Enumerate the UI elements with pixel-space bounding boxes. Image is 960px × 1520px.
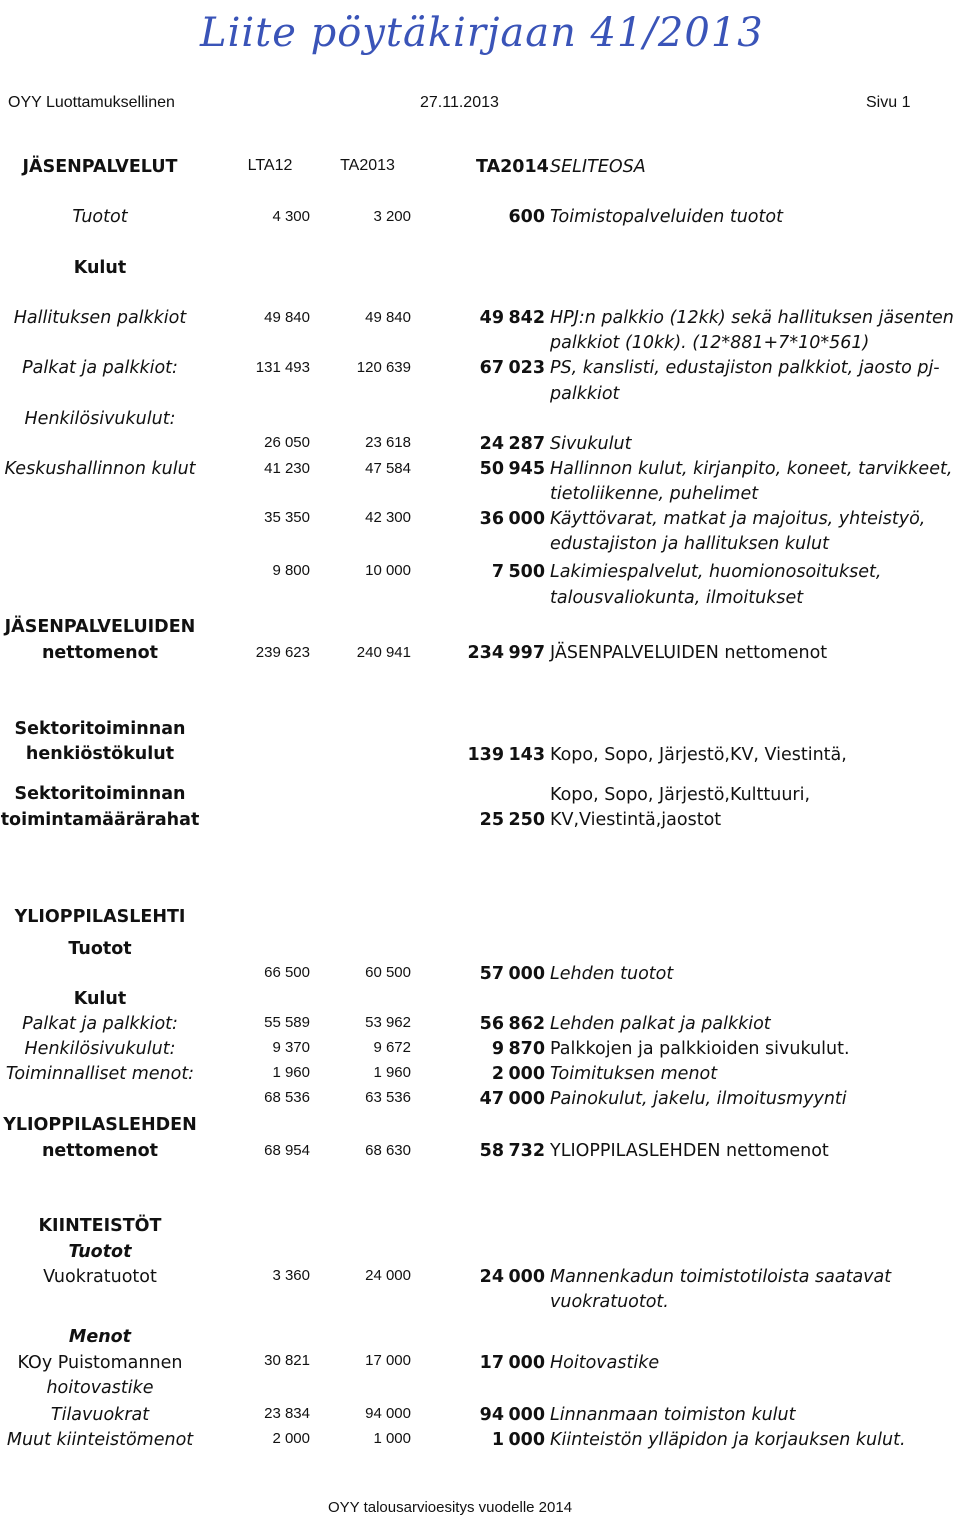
s3-tuotot-ta2014-units: 000: [508, 964, 545, 984]
s3-palk-ta2013: 53 962: [365, 1014, 411, 1031]
s4-koy-label-line1: KOy Puistomannen: [17, 1353, 183, 1373]
s2-henk-desc: Kopo, Sopo, Järjestö,KV, Viestintä,: [550, 745, 847, 765]
s1-laki-ta2014-thousands: 7: [491, 562, 504, 582]
col-header-ta2014: TA2014: [476, 157, 549, 177]
s1-hall-lta12: 49 840: [264, 309, 310, 326]
s3-tuotot-label: Tuotot: [68, 939, 132, 959]
s1-net-ta2013: 240 941: [356, 644, 411, 661]
s4-tila-ta2013: 94 000: [365, 1405, 411, 1422]
s3-paino-lta12: 68 536: [264, 1089, 310, 1106]
s2-henk-label-line1: Sektoritoiminnan: [14, 719, 186, 739]
s4-vuokra-desc-line2: vuokratuotot.: [550, 1292, 669, 1312]
s4-koy-ta2014-units: 000: [508, 1353, 545, 1373]
s2-toim-ta2014-units: 250: [508, 810, 545, 830]
s3-net-ta2014-units: 732: [508, 1141, 545, 1161]
s3-net-desc: YLIOPPILASLEHDEN nettomenot: [550, 1141, 829, 1161]
s2-toim-desc-line2: KV,Viestintä,jaostot: [550, 810, 722, 830]
s4-menot-label: Menot: [68, 1327, 132, 1347]
s3-palk-label: Palkat ja palkkiot:: [22, 1014, 178, 1034]
s3-kulut-label: Kulut: [73, 989, 127, 1009]
s3-toim-ta2013: 1 960: [373, 1064, 411, 1081]
header-date: 27.11.2013: [420, 94, 499, 111]
s1-kesk-desc-line1: Hallinnon kulut, kirjanpito, koneet, tarvikkeet,: [550, 459, 953, 479]
s4-vuokra-ta2014-units: 000: [508, 1267, 545, 1287]
s1-kayt-lta12: 35 350: [264, 509, 310, 526]
s3-tuotot-lta12: 66 500: [264, 964, 310, 981]
s3-toim-ta2014-thousands: 2: [491, 1064, 504, 1084]
s1-henk-label: Henkilösivukulut:: [24, 409, 176, 429]
s1-kayt-ta2014-units: 000: [508, 509, 545, 529]
s3-net-label-line2: nettomenot: [41, 1141, 159, 1161]
s4-muut-label: Muut kiinteistömenot: [6, 1430, 194, 1450]
s3-tuotot-desc: Lehden tuotot: [550, 964, 674, 984]
handwritten-annotation: Liite pöytäkirjaan 41/2013: [200, 10, 764, 56]
s1-hall-desc-line2: palkkiot (10kk). (12*881+7*10*561): [550, 333, 870, 353]
s1-laki-desc-line1: Lakimiespalvelut, huomionosoitukset,: [550, 562, 882, 582]
s3-paino-ta2014-units: 000: [508, 1089, 545, 1109]
s1-hall-desc-line1: HPJ:n palkkio (12kk) sekä hallituksen jäsenten: [550, 308, 954, 328]
s3-paino-ta2013: 63 536: [365, 1089, 411, 1106]
s3-palk-lta12: 55 589: [264, 1014, 310, 1031]
s3-net-label-line1: YLIOPPILASLEHDEN: [3, 1115, 197, 1135]
s1-hall-ta2014-thousands: 49: [479, 308, 504, 328]
s4-koy-ta2013: 17 000: [365, 1352, 411, 1369]
s4-tuotot-label: Tuotot: [68, 1242, 132, 1262]
s3-palk-ta2014-units: 862: [508, 1014, 545, 1034]
s1-henk-ta2013: 23 618: [365, 434, 411, 451]
s3-tuotot-ta2013: 60 500: [365, 964, 411, 981]
s3-henk-desc: Palkkojen ja palkkioiden sivukulut.: [550, 1039, 850, 1059]
s3-palk-ta2014-thousands: 56: [479, 1014, 504, 1034]
s2-henk-ta2014-units: 143: [508, 745, 545, 765]
s4-title: KIINTEISTÖT: [38, 1216, 162, 1236]
s4-muut-lta12: 2 000: [272, 1430, 310, 1447]
s3-henk-ta2014-units: 870: [508, 1039, 545, 1059]
s4-muut-ta2013: 1 000: [373, 1430, 411, 1447]
s3-net-ta2014-thousands: 58: [479, 1141, 504, 1161]
s1-henk-desc: Sivukulut: [550, 434, 632, 454]
s1-kayt-desc-line2: edustajiston ja hallituksen kulut: [550, 534, 829, 554]
s1-palk-ta2014-thousands: 67: [479, 358, 504, 378]
s3-henk-label: Henkilösivukulut:: [24, 1039, 176, 1059]
s1-palk-lta12: 131 493: [255, 359, 310, 376]
header-page: Sivu 1: [866, 94, 911, 111]
s1-palk-label: Palkat ja palkkiot:: [22, 358, 178, 378]
s4-muut-desc: Kiinteistön ylläpidon ja korjauksen kulut.: [550, 1430, 906, 1450]
s4-muut-ta2014-units: 000: [508, 1430, 545, 1450]
s1-kayt-ta2013: 42 300: [365, 509, 411, 526]
s4-koy-ta2014-thousands: 17: [479, 1353, 504, 1373]
s3-net-lta12: 68 954: [264, 1142, 310, 1159]
s1-palk-desc-line2: palkkiot: [550, 384, 620, 404]
s3-palk-desc: Lehden palkat ja palkkiot: [550, 1014, 771, 1034]
s1-kesk-desc-line2: tietoliikenne, puhelimet: [550, 484, 759, 504]
s1-laki-lta12: 9 800: [272, 562, 310, 579]
s1-tuotot-desc: Toimistopalveluiden tuotot: [550, 207, 783, 227]
s1-palk-ta2013: 120 639: [356, 359, 411, 376]
s1-henk-ta2014-thousands: 24: [479, 434, 504, 454]
s2-toim-label-line2: toimintamäärärahat: [0, 810, 200, 830]
s2-henk-label-line2: henkiöstökulut: [25, 744, 175, 764]
s2-henk-ta2014-thousands: 139: [467, 745, 504, 765]
s1-henk-ta2014-units: 287: [508, 434, 545, 454]
s1-kesk-lta12: 41 230: [264, 460, 310, 477]
s1-tuotot-ta2013: 3 200: [373, 208, 411, 225]
s2-toim-desc-line1: Kopo, Sopo, Järjestö,Kulttuuri,: [550, 785, 811, 805]
s4-vuokra-desc-line1: Mannenkadun toimistotiloista saatavat: [550, 1267, 892, 1287]
s3-henk-ta2013: 9 672: [373, 1039, 411, 1056]
s1-hall-ta2014-units: 842: [508, 308, 545, 328]
s1-kayt-desc-line1: Käyttövarat, matkat ja majoitus, yhteistyö,: [550, 509, 926, 529]
s1-laki-ta2013: 10 000: [365, 562, 411, 579]
s4-tila-lta12: 23 834: [264, 1405, 310, 1422]
s4-tila-ta2014-thousands: 94: [479, 1405, 504, 1425]
s3-toim-desc: Toimituksen menot: [550, 1064, 718, 1084]
s4-koy-label-line2: hoitovastike: [46, 1378, 154, 1398]
s1-kesk-ta2013: 47 584: [365, 460, 411, 477]
s3-net-ta2013: 68 630: [365, 1142, 411, 1159]
s2-toim-label-line1: Sektoritoiminnan: [14, 784, 186, 804]
s4-koy-lta12: 30 821: [264, 1352, 310, 1369]
section1-title: JÄSENPALVELUT: [22, 157, 178, 177]
s1-kesk-ta2014-units: 945: [508, 459, 545, 479]
s4-koy-desc: Hoitovastike: [550, 1353, 660, 1373]
s1-net-ta2014-thousands: 234: [467, 643, 504, 663]
s4-vuokra-lta12: 3 360: [272, 1267, 310, 1284]
s1-net-ta2014-units: 997: [508, 643, 545, 663]
s1-kesk-label: Keskushallinnon kulut: [4, 459, 196, 479]
s1-kulut-label: Kulut: [73, 258, 127, 278]
s3-toim-lta12: 1 960: [272, 1064, 310, 1081]
s4-tila-desc: Linnanmaan toimiston kulut: [550, 1405, 796, 1425]
s1-net-label-line2: nettomenot: [41, 643, 159, 663]
page-footer: OYY talousarvioesitys vuodelle 2014: [328, 1499, 573, 1516]
s3-toim-ta2014-units: 000: [508, 1064, 545, 1084]
col-header-ta2013: TA2013: [340, 157, 395, 174]
s3-paino-desc: Painokulut, jakelu, ilmoitusmyynti: [550, 1089, 847, 1109]
s3-tuotot-ta2014-thousands: 57: [479, 964, 504, 984]
col-header-seliteosa: SELITEOSA: [550, 157, 646, 177]
s1-tuotot-ta2014: 600: [508, 207, 545, 227]
s3-title: YLIOPPILASLEHTI: [14, 907, 186, 927]
s1-net-lta12: 239 623: [255, 644, 310, 661]
s4-vuokra-ta2014-thousands: 24: [479, 1267, 504, 1287]
s1-palk-desc-line1: PS, kanslisti, edustajiston palkkiot, jaosto pj-: [550, 358, 940, 378]
s1-net-desc: JÄSENPALVELUIDEN nettomenot: [550, 643, 828, 663]
s2-toim-ta2014-thousands: 25: [479, 810, 504, 830]
s1-palk-ta2014-units: 023: [508, 358, 545, 378]
s4-vuokra-ta2013: 24 000: [365, 1267, 411, 1284]
s3-henk-lta12: 9 370: [272, 1039, 310, 1056]
s1-henk-lta12: 26 050: [264, 434, 310, 451]
s1-laki-desc-line2: talousvaliokunta, ilmoitukset: [550, 588, 804, 608]
s1-net-label-line1: JÄSENPALVELUIDEN: [4, 617, 196, 637]
s1-hall-label: Hallituksen palkkiot: [13, 308, 187, 328]
s3-toim-label: Toiminnalliset menot:: [5, 1064, 195, 1084]
s4-vuokra-label: Vuokratuotot: [43, 1267, 157, 1287]
s4-tila-label: Tilavuokrat: [50, 1405, 150, 1425]
s1-kesk-ta2014-thousands: 50: [479, 459, 504, 479]
s3-paino-ta2014-thousands: 47: [479, 1089, 504, 1109]
s4-tila-ta2014-units: 000: [508, 1405, 545, 1425]
s1-laki-ta2014-units: 500: [508, 562, 545, 582]
s1-kayt-ta2014-thousands: 36: [479, 509, 504, 529]
s1-tuotot-label: Tuotot: [72, 207, 128, 227]
s1-tuotot-lta12: 4 300: [272, 208, 310, 225]
col-header-lta12: LTA12: [247, 157, 293, 174]
s3-henk-ta2014-thousands: 9: [491, 1039, 504, 1059]
s1-hall-ta2013: 49 840: [365, 309, 411, 326]
header-org: OYY Luottamuksellinen: [8, 94, 175, 111]
s4-muut-ta2014-thousands: 1: [491, 1430, 504, 1450]
